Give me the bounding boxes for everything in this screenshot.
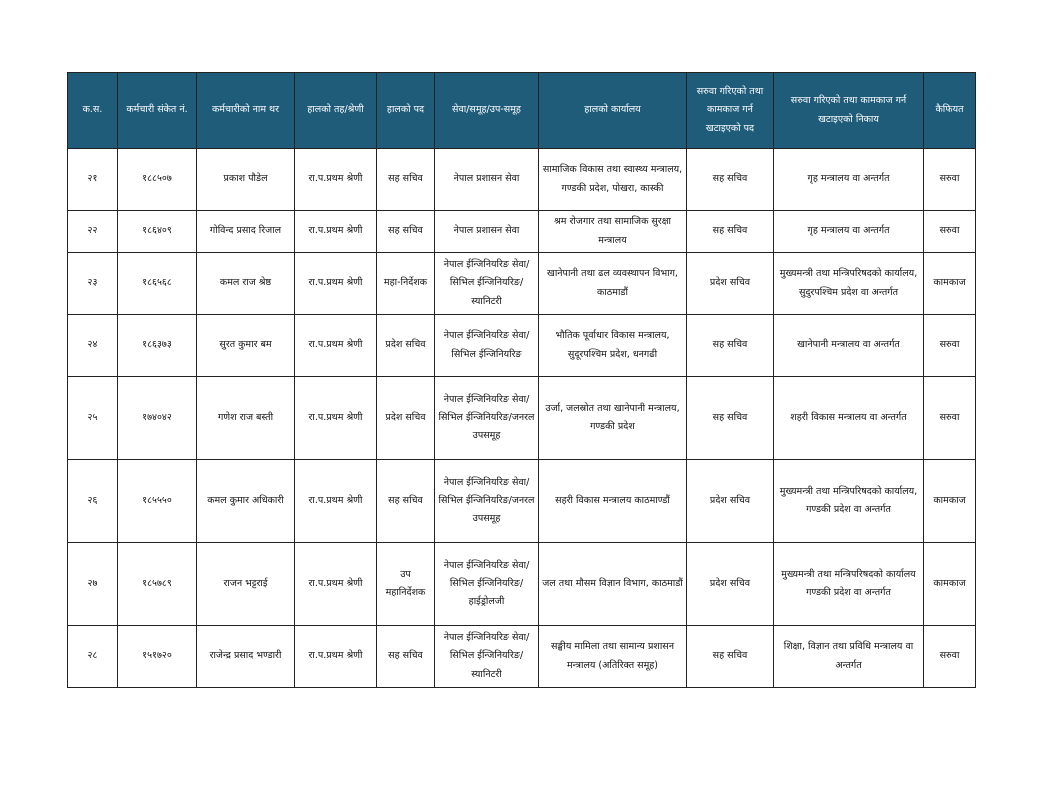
header-col-employee-code: कर्मचारी संकेत नं.: [118, 73, 197, 149]
table-row: [68, 211, 976, 253]
cell-col-assigned-office: गृह मन्त्रालय वा अन्तर्गत: [774, 149, 924, 211]
transfer-table: [67, 72, 976, 688]
cell-col-current-post: सह सचिव: [377, 460, 435, 543]
header-col-service-group: सेवा/समूह/उप-समूह: [435, 73, 539, 149]
cell-col-assigned-post: प्रदेश सचिव: [687, 253, 774, 315]
table-row: [68, 149, 976, 211]
cell-col-current-office: भौतिक पूर्वाधार विकास मन्त्रालय, सुदूरपश्चिम प्रदेश, धनगढी: [539, 315, 687, 377]
cell-col-employee-name: प्रकाश पौडेल: [197, 149, 295, 211]
cell-col-employee-name: सुरत कुमार बम: [197, 315, 295, 377]
cell-col-current-office: खानेपानी तथा ढल व्यवस्थापन विभाग, काठमाडौं: [539, 253, 687, 315]
cell-col-employee-code: १८६४०९: [118, 211, 197, 253]
cell-col-remarks: सरुवा: [924, 377, 976, 460]
cell-col-remarks: सरुवा: [924, 626, 976, 688]
table-row: [68, 626, 976, 688]
cell-col-service-group: नेपाल ईन्जिनियरिङ सेवा/सिभिल ईन्जिनियरिङ/हाईड्रोलजी: [435, 543, 539, 626]
cell-col-assigned-post: सह सचिव: [687, 626, 774, 688]
cell-col-employee-name: कमल राज श्रेष्ठ: [197, 253, 295, 315]
cell-col-remarks: सरुवा: [924, 149, 976, 211]
cell-col-current-level: रा.प.प्रथम श्रेणी: [295, 460, 377, 543]
cell-col-employee-code: १५१७२०: [118, 626, 197, 688]
cell-col-assigned-office: मुख्यमन्त्री तथा मन्त्रिपरिषदको कार्यालय गण्डकी प्रदेश वा अन्तर्गत: [774, 543, 924, 626]
header-col-current-office: हालको कार्यालय: [539, 73, 687, 149]
cell-col-service-group: नेपाल प्रशासन सेवा: [435, 211, 539, 253]
cell-col-serial: २४: [68, 315, 118, 377]
cell-col-service-group: नेपाल ईन्जिनियरिङ सेवा/सिभिल ईन्जिनियरिङ: [435, 315, 539, 377]
cell-col-current-post: उप महानिर्देशक: [377, 543, 435, 626]
header-row: [68, 73, 976, 149]
cell-col-current-post: प्रदेश सचिव: [377, 377, 435, 460]
table-body: [68, 149, 976, 688]
cell-col-employee-name: गणेश राज बस्ती: [197, 377, 295, 460]
cell-col-employee-code: १८५७८९: [118, 543, 197, 626]
cell-col-current-level: रा.प.प्रथम श्रेणी: [295, 543, 377, 626]
cell-col-employee-name: राजन भट्टराई: [197, 543, 295, 626]
header-col-serial: क.स.: [68, 73, 118, 149]
cell-col-serial: २२: [68, 211, 118, 253]
cell-col-assigned-post: सह सचिव: [687, 315, 774, 377]
cell-col-assigned-office: मुख्यमन्त्री तथा मन्त्रिपरिषदको कार्यालय, सुदुरपश्चिम प्रदेश वा अन्तर्गत: [774, 253, 924, 315]
cell-col-employee-name: कमल कुमार अधिकारी: [197, 460, 295, 543]
cell-col-serial: २१: [68, 149, 118, 211]
cell-col-current-post: सह सचिव: [377, 211, 435, 253]
cell-col-assigned-post: सह सचिव: [687, 211, 774, 253]
cell-col-assigned-post: प्रदेश सचिव: [687, 543, 774, 626]
cell-col-current-level: रा.प.प्रथम श्रेणी: [295, 211, 377, 253]
cell-col-assigned-office: गृह मन्त्रालय वा अन्तर्गत: [774, 211, 924, 253]
table-row: [68, 315, 976, 377]
cell-col-current-level: रा.प.प्रथम श्रेणी: [295, 626, 377, 688]
header-col-assigned-post: सरुवा गरिएको तथा कामकाज गर्न खटाइएको पद: [687, 73, 774, 149]
cell-col-current-office: सङ्घीय मामिला तथा सामान्य प्रशासन मन्त्रालय (अतिरिक्त समूह): [539, 626, 687, 688]
cell-col-serial: २७: [68, 543, 118, 626]
cell-col-assigned-post: सह सचिव: [687, 377, 774, 460]
cell-col-remarks: कामकाज: [924, 460, 976, 543]
table-row: [68, 460, 976, 543]
cell-col-service-group: नेपाल ईन्जिनियरिङ सेवा/सिभिल ईन्जिनियरिङ/जनरल उपसमूह: [435, 377, 539, 460]
cell-col-current-office: उर्जा, जलस्रोत तथा खानेपानी मन्त्रालय, गण्डकी प्रदेश: [539, 377, 687, 460]
cell-col-current-level: रा.प.प्रथम श्रेणी: [295, 253, 377, 315]
cell-col-current-office: श्रम रोजगार तथा सामाजिक सुरक्षा मन्त्रालय: [539, 211, 687, 253]
cell-col-remarks: कामकाज: [924, 543, 976, 626]
cell-col-assigned-office: खानेपानी मन्त्रालय वा अन्तर्गत: [774, 315, 924, 377]
table-row: [68, 253, 976, 315]
cell-col-current-level: रा.प.प्रथम श्रेणी: [295, 315, 377, 377]
cell-col-current-level: रा.प.प्रथम श्रेणी: [295, 377, 377, 460]
cell-col-current-post: सह सचिव: [377, 149, 435, 211]
header-col-employee-name: कर्मचारीको नाम थर: [197, 73, 295, 149]
cell-col-employee-code: १८८५०७: [118, 149, 197, 211]
cell-col-remarks: सरुवा: [924, 211, 976, 253]
cell-col-employee-code: १८६३७३: [118, 315, 197, 377]
cell-col-employee-code: १८५५५०: [118, 460, 197, 543]
header-col-assigned-office: सरुवा गरिएको तथा कामकाज गर्न खटाइएको निकाय: [774, 73, 924, 149]
cell-col-current-office: सामाजिक विकास तथा स्वास्थ्य मन्त्रालय, गण्डकी प्रदेश, पोखरा, कास्की: [539, 149, 687, 211]
cell-col-assigned-post: सह सचिव: [687, 149, 774, 211]
cell-col-serial: २६: [68, 460, 118, 543]
cell-col-assigned-office: मुख्यमन्त्री तथा मन्त्रिपरिषदको कार्यालय, गण्डकी प्रदेश वा अन्तर्गत: [774, 460, 924, 543]
cell-col-employee-name: गोविन्द प्रसाद रिजाल: [197, 211, 295, 253]
cell-col-current-post: महा-निर्देशक: [377, 253, 435, 315]
cell-col-serial: २३: [68, 253, 118, 315]
cell-col-current-office: जल तथा मौसम विज्ञान विभाग, काठमाडौं: [539, 543, 687, 626]
cell-col-remarks: कामकाज: [924, 253, 976, 315]
cell-col-remarks: सरुवा: [924, 315, 976, 377]
table-row: [68, 377, 976, 460]
cell-col-employee-code: १७४०४२: [118, 377, 197, 460]
cell-col-service-group: नेपाल ईन्जिनियरिङ सेवा/सिभिल ईन्जिनियरिङ/स्यानिटरी: [435, 626, 539, 688]
table-header: [68, 73, 976, 149]
cell-col-assigned-post: प्रदेश सचिव: [687, 460, 774, 543]
cell-col-serial: २८: [68, 626, 118, 688]
cell-col-current-level: रा.प.प्रथम श्रेणी: [295, 149, 377, 211]
cell-col-current-post: प्रदेश सचिव: [377, 315, 435, 377]
cell-col-assigned-office: शिक्षा, विज्ञान तथा प्रविधि मन्त्रालय वा अन्तर्गत: [774, 626, 924, 688]
table-row: [68, 543, 976, 626]
cell-col-service-group: नेपाल ईन्जिनियरिङ सेवा/सिभिल ईन्जिनियरिङ/जनरल उपसमूह: [435, 460, 539, 543]
cell-col-employee-name: राजेन्द्र प्रसाद भण्डारी: [197, 626, 295, 688]
cell-col-service-group: नेपाल ईन्जिनियरिङ सेवा/सिभिल ईन्जिनियरिङ/स्यानिटरी: [435, 253, 539, 315]
header-col-current-post: हालको पद: [377, 73, 435, 149]
cell-col-service-group: नेपाल प्रशासन सेवा: [435, 149, 539, 211]
cell-col-serial: २५: [68, 377, 118, 460]
cell-col-current-office: सहरी विकास मन्त्रालय काठमाण्डौं: [539, 460, 687, 543]
header-col-remarks: कैफियत: [924, 73, 976, 149]
cell-col-assigned-office: शहरी विकास मन्त्रालय वा अन्तर्गत: [774, 377, 924, 460]
header-col-current-level: हालको तह/श्रेणी: [295, 73, 377, 149]
cell-col-current-post: सह सचिव: [377, 626, 435, 688]
cell-col-employee-code: १८६५६८: [118, 253, 197, 315]
